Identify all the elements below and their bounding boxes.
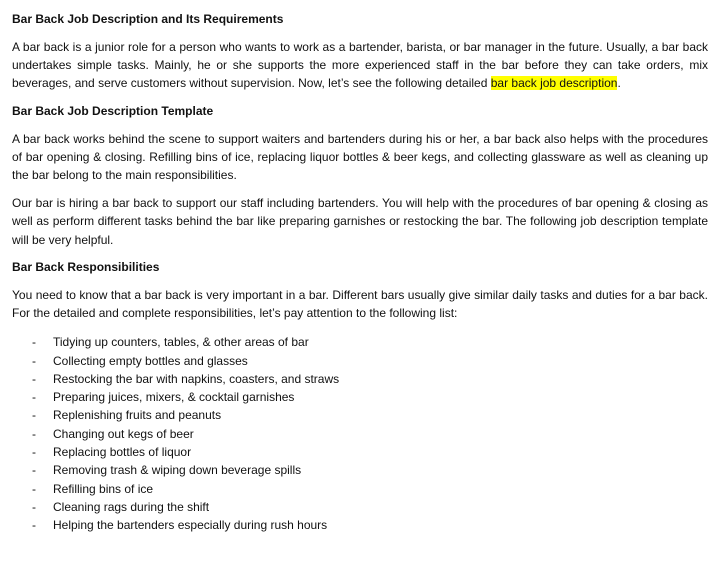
bullet-dash: - <box>32 353 36 368</box>
responsibilities-paragraph: You need to know that a bar back is very important in a bar. Different bars usually give similar daily tasks and duties for a bar back. For the detailed and complete responsibilities, let’s pay attention to the following list: <box>12 287 708 321</box>
list-item <box>12 498 708 516</box>
bullet-dash: - <box>32 499 36 514</box>
bullet-dash: - <box>32 335 36 350</box>
responsibilities-list <box>12 333 708 534</box>
list-item <box>12 480 708 498</box>
list-item-text: Replacing bottles of liquor <box>53 445 192 460</box>
intro-text: A bar back is a junior role for a person who wants to work as a bartender, barista, or bar manager in the future. Usually, a bar back undertakes simple tasks. Mainly, he or she supports the more experienced staff in the bar before they can take orders, mix beverages, and serve customers without supervision. Now, let’s see the following detailed <box>12 40 708 91</box>
list-item <box>12 461 708 479</box>
list-item <box>12 425 708 443</box>
bullet-dash: - <box>32 518 36 533</box>
list-item-text: Replenishing fruits and peanuts <box>53 408 222 423</box>
list-item <box>12 516 708 534</box>
bullet-dash: - <box>32 371 36 386</box>
list-item <box>12 443 708 461</box>
list-item <box>12 388 708 406</box>
template-paragraph-2: Our bar is hiring a bar back to support our staff including bartenders. You will help with the procedures of bar opening & closing as well as perform different tasks behind the bar like preparing garnishes or restocking the bar. The following job description template will be very helpful. <box>12 196 708 247</box>
list-item-text: Preparing juices, mixers, & cocktail garnishes <box>53 390 295 405</box>
template-paragraph-1: A bar back works behind the scene to support waiters and bartenders during his or her, a bar back also helps with the procedures of bar opening & closing. Refilling bins of ice, replacing liquor bottles & beer kegs, and collecting glassware as well as cleaning up the bar belong to the main responsibilities. <box>12 131 708 183</box>
bullet-dash: - <box>32 426 36 441</box>
template-heading: Bar Back Job Description Template <box>12 103 214 118</box>
list-item-text: Collecting empty bottles and glasses <box>53 353 248 368</box>
bullet-dash: - <box>32 408 36 423</box>
list-item-text: Restocking the bar with napkins, coasters, and straws <box>53 371 340 386</box>
list-item-text: Changing out kegs of beer <box>53 426 194 441</box>
list-item <box>12 370 708 388</box>
list-item <box>12 406 708 424</box>
responsibilities-heading: Bar Back Responsibilities <box>12 259 160 274</box>
list-item-text: Helping the bartenders especially during rush hours <box>53 518 328 533</box>
intro-paragraph <box>12 38 708 93</box>
bullet-dash: - <box>32 481 36 496</box>
highlighted-link-text[interactable]: bar back job description <box>490 76 618 91</box>
bullet-dash: - <box>32 463 36 478</box>
list-item-text: Tidying up counters, tables, & other areas of bar <box>53 335 309 350</box>
intro-text-end: . <box>617 76 621 91</box>
bullet-dash: - <box>32 390 36 405</box>
list-item-text: Refilling bins of ice <box>53 481 154 496</box>
list-item-text: Cleaning rags during the shift <box>53 499 210 514</box>
list-item <box>12 352 708 370</box>
document-title: Bar Back Job Description and Its Requirements <box>12 12 284 26</box>
bullet-dash: - <box>32 445 36 460</box>
list-item <box>12 333 708 351</box>
list-item-text: Removing trash & wiping down beverage spills <box>53 463 302 478</box>
